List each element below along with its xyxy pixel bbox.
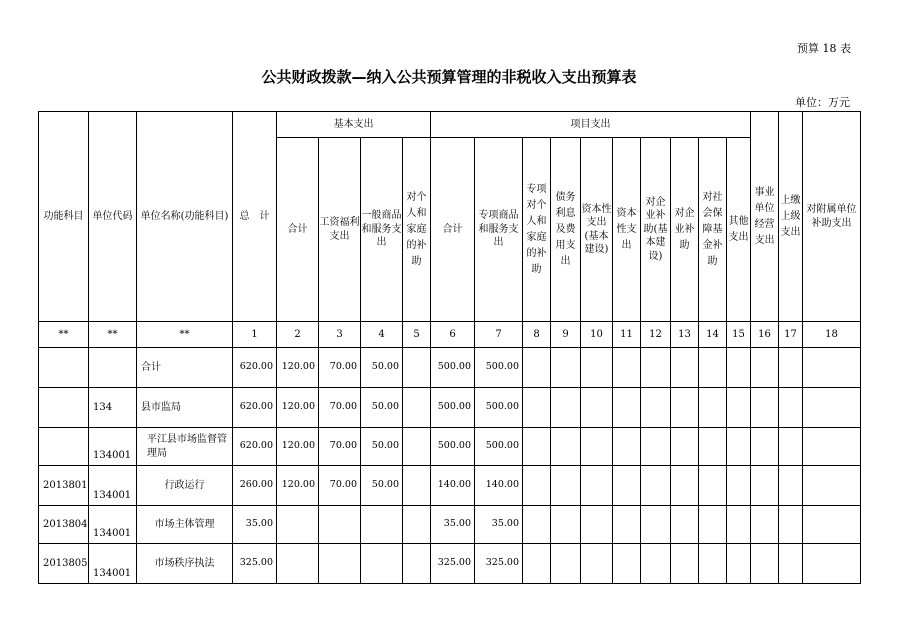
header-upper: 上缴上级支出	[779, 112, 803, 322]
cell-b-goods: 50.00	[361, 466, 403, 506]
cell-p-other	[727, 544, 751, 584]
cell-upper	[779, 388, 803, 428]
index-cell: **	[137, 322, 233, 348]
cell-b-family	[403, 544, 431, 584]
cell-p-social	[699, 428, 727, 466]
cell-name: 行政运行	[137, 466, 233, 506]
document-title: 公共财政拨款—纳入公共预算管理的非税收入支出预算表	[261, 68, 637, 86]
index-row	[39, 322, 861, 348]
cell-b-goods	[361, 544, 403, 584]
cell-p-ent2	[671, 388, 699, 428]
cell-b-total: 120.00	[277, 466, 319, 506]
cell-p-social	[699, 544, 727, 584]
cell-p-total: 500.00	[431, 388, 475, 428]
cell-p-family	[523, 348, 551, 388]
cell-p-capital2	[613, 428, 641, 466]
index-cell: 7	[475, 322, 523, 348]
cell-p-capital	[581, 544, 613, 584]
cell-code: 134001	[89, 544, 137, 584]
header-p-family: 专项对个人和家庭的补助	[523, 138, 551, 322]
cell-upper	[779, 348, 803, 388]
cell-b-total: 120.00	[277, 388, 319, 428]
table-row	[39, 428, 861, 466]
cell-name: 市场主体管理	[137, 506, 233, 544]
index-cell: 5	[403, 322, 431, 348]
header-basic: 基本支出	[277, 112, 431, 138]
header-p-social: 对社会保障基金补助	[699, 138, 727, 322]
cell-b-wage: 70.00	[319, 466, 361, 506]
cell-b-family	[403, 388, 431, 428]
cell-code: 134001	[89, 466, 137, 506]
cell-biz	[751, 348, 779, 388]
cell-p-ent	[641, 466, 671, 506]
index-cell: 12	[641, 322, 671, 348]
cell-p-family	[523, 466, 551, 506]
cell-total: 325.00	[233, 544, 277, 584]
cell-biz	[751, 428, 779, 466]
cell-b-family	[403, 428, 431, 466]
table-row	[39, 388, 861, 428]
cell-p-social	[699, 388, 727, 428]
cell-p-total: 35.00	[431, 506, 475, 544]
cell-p-goods: 35.00	[475, 506, 523, 544]
cell-func: 2013801	[39, 466, 89, 506]
cell-sub	[803, 348, 861, 388]
header-code: 单位代码	[89, 112, 137, 322]
cell-p-ent2	[671, 544, 699, 584]
cell-p-other	[727, 428, 751, 466]
index-cell: 8	[523, 322, 551, 348]
cell-p-total: 140.00	[431, 466, 475, 506]
cell-p-capital	[581, 506, 613, 544]
cell-b-goods: 50.00	[361, 428, 403, 466]
index-cell: 4	[361, 322, 403, 348]
cell-p-goods: 500.00	[475, 388, 523, 428]
header-name: 单位名称(功能科目)	[137, 112, 233, 322]
cell-p-family	[523, 544, 551, 584]
cell-code: 134001	[89, 506, 137, 544]
cell-p-total: 500.00	[431, 348, 475, 388]
cell-p-total: 325.00	[431, 544, 475, 584]
cell-name: 合计	[137, 348, 233, 388]
page-number: 预算 18 表	[797, 42, 851, 55]
cell-code	[89, 348, 137, 388]
cell-sub	[803, 466, 861, 506]
cell-p-ent2	[671, 348, 699, 388]
cell-b-wage: 70.00	[319, 388, 361, 428]
cell-b-wage: 70.00	[319, 428, 361, 466]
cell-name: 平江县市场监督管理局	[137, 428, 233, 466]
cell-p-capital2	[613, 544, 641, 584]
cell-b-goods: 50.00	[361, 388, 403, 428]
index-cell: 13	[671, 322, 699, 348]
cell-b-family	[403, 466, 431, 506]
cell-p-family	[523, 388, 551, 428]
cell-sub	[803, 544, 861, 584]
budget-table	[38, 111, 861, 584]
cell-p-social	[699, 506, 727, 544]
index-cell: 18	[803, 322, 861, 348]
cell-b-family	[403, 348, 431, 388]
cell-biz	[751, 388, 779, 428]
header-p-total: 合计	[431, 138, 475, 322]
cell-upper	[779, 428, 803, 466]
cell-b-total: 120.00	[277, 348, 319, 388]
index-cell: 3	[319, 322, 361, 348]
index-cell: 1	[233, 322, 277, 348]
index-cell: 2	[277, 322, 319, 348]
cell-p-capital2	[613, 506, 641, 544]
cell-p-debt	[551, 506, 581, 544]
cell-code: 134001	[89, 428, 137, 466]
cell-total: 35.00	[233, 506, 277, 544]
cell-func	[39, 388, 89, 428]
cell-p-ent2	[671, 506, 699, 544]
cell-p-capital	[581, 388, 613, 428]
cell-p-ent	[641, 506, 671, 544]
cell-p-debt	[551, 348, 581, 388]
cell-p-ent	[641, 544, 671, 584]
cell-p-goods: 500.00	[475, 428, 523, 466]
index-cell: **	[39, 322, 89, 348]
header-p-capital2: 资本性支出	[613, 138, 641, 322]
cell-p-capital2	[613, 348, 641, 388]
index-cell: 10	[581, 322, 613, 348]
cell-upper	[779, 506, 803, 544]
header-b-goods: 一般商品和服务支出	[361, 138, 403, 322]
table-row	[39, 544, 861, 584]
cell-p-ent2	[671, 466, 699, 506]
cell-p-goods: 500.00	[475, 348, 523, 388]
header-sub: 对附属单位补助支出	[803, 112, 861, 322]
cell-name: 市场秩序执法	[137, 544, 233, 584]
cell-p-capital	[581, 348, 613, 388]
cell-p-other	[727, 506, 751, 544]
cell-biz	[751, 466, 779, 506]
cell-total: 260.00	[233, 466, 277, 506]
index-cell: **	[89, 322, 137, 348]
cell-p-debt	[551, 428, 581, 466]
cell-func: 2013804	[39, 506, 89, 544]
index-cell: 17	[779, 322, 803, 348]
cell-p-debt	[551, 544, 581, 584]
cell-func	[39, 428, 89, 466]
cell-b-wage: 70.00	[319, 348, 361, 388]
cell-code: 134	[89, 388, 137, 428]
cell-p-other	[727, 466, 751, 506]
cell-sub	[803, 506, 861, 544]
cell-p-capital2	[613, 466, 641, 506]
cell-p-other	[727, 388, 751, 428]
header-project: 项目支出	[431, 112, 751, 138]
cell-biz	[751, 544, 779, 584]
table-row	[39, 466, 861, 506]
index-cell: 11	[613, 322, 641, 348]
cell-p-capital2	[613, 388, 641, 428]
cell-p-family	[523, 506, 551, 544]
cell-name: 县市监局	[137, 388, 233, 428]
cell-b-total	[277, 506, 319, 544]
cell-p-ent	[641, 348, 671, 388]
cell-p-goods: 140.00	[475, 466, 523, 506]
cell-b-total	[277, 544, 319, 584]
cell-total: 620.00	[233, 428, 277, 466]
cell-func	[39, 348, 89, 388]
cell-p-ent	[641, 388, 671, 428]
header-p-ent: 对企业补助(基本建设)	[641, 138, 671, 322]
cell-func: 2013805	[39, 544, 89, 584]
cell-sub	[803, 428, 861, 466]
header-p-ent2: 对企业补助	[671, 138, 699, 322]
index-cell: 14	[699, 322, 727, 348]
header-total: 总 计	[233, 112, 277, 322]
cell-p-social	[699, 348, 727, 388]
cell-b-family	[403, 506, 431, 544]
index-cell: 16	[751, 322, 779, 348]
cell-sub	[803, 388, 861, 428]
cell-p-total: 500.00	[431, 428, 475, 466]
header-p-capital: 资本性支出(基本建设)	[581, 138, 613, 322]
cell-p-goods: 325.00	[475, 544, 523, 584]
header-b-family: 对个人和家庭的补助	[403, 138, 431, 322]
cell-p-capital	[581, 428, 613, 466]
index-cell: 6	[431, 322, 475, 348]
cell-b-wage	[319, 506, 361, 544]
index-cell: 15	[727, 322, 751, 348]
cell-b-wage	[319, 544, 361, 584]
cell-p-family	[523, 428, 551, 466]
cell-biz	[751, 506, 779, 544]
cell-b-goods	[361, 506, 403, 544]
cell-total: 620.00	[233, 388, 277, 428]
header-func: 功能科目	[39, 112, 89, 322]
cell-p-capital	[581, 466, 613, 506]
cell-b-total: 120.00	[277, 428, 319, 466]
header-biz: 事业单位经营支出	[751, 112, 779, 322]
unit-label: 单位：万元	[795, 96, 850, 109]
cell-p-social	[699, 466, 727, 506]
index-cell: 9	[551, 322, 581, 348]
cell-p-ent	[641, 428, 671, 466]
cell-p-debt	[551, 466, 581, 506]
table-row	[39, 506, 861, 544]
header-p-goods: 专项商品和服务支出	[475, 138, 523, 322]
header-p-other: 其他支出	[727, 138, 751, 322]
cell-p-other	[727, 348, 751, 388]
header-p-debt: 债务利息及费用支出	[551, 138, 581, 322]
cell-upper	[779, 544, 803, 584]
cell-p-debt	[551, 388, 581, 428]
header-b-wage: 工资福利支出	[319, 138, 361, 322]
cell-upper	[779, 466, 803, 506]
cell-total: 620.00	[233, 348, 277, 388]
cell-b-goods: 50.00	[361, 348, 403, 388]
header-b-total: 合计	[277, 138, 319, 322]
cell-p-ent2	[671, 428, 699, 466]
table-row	[39, 348, 861, 388]
